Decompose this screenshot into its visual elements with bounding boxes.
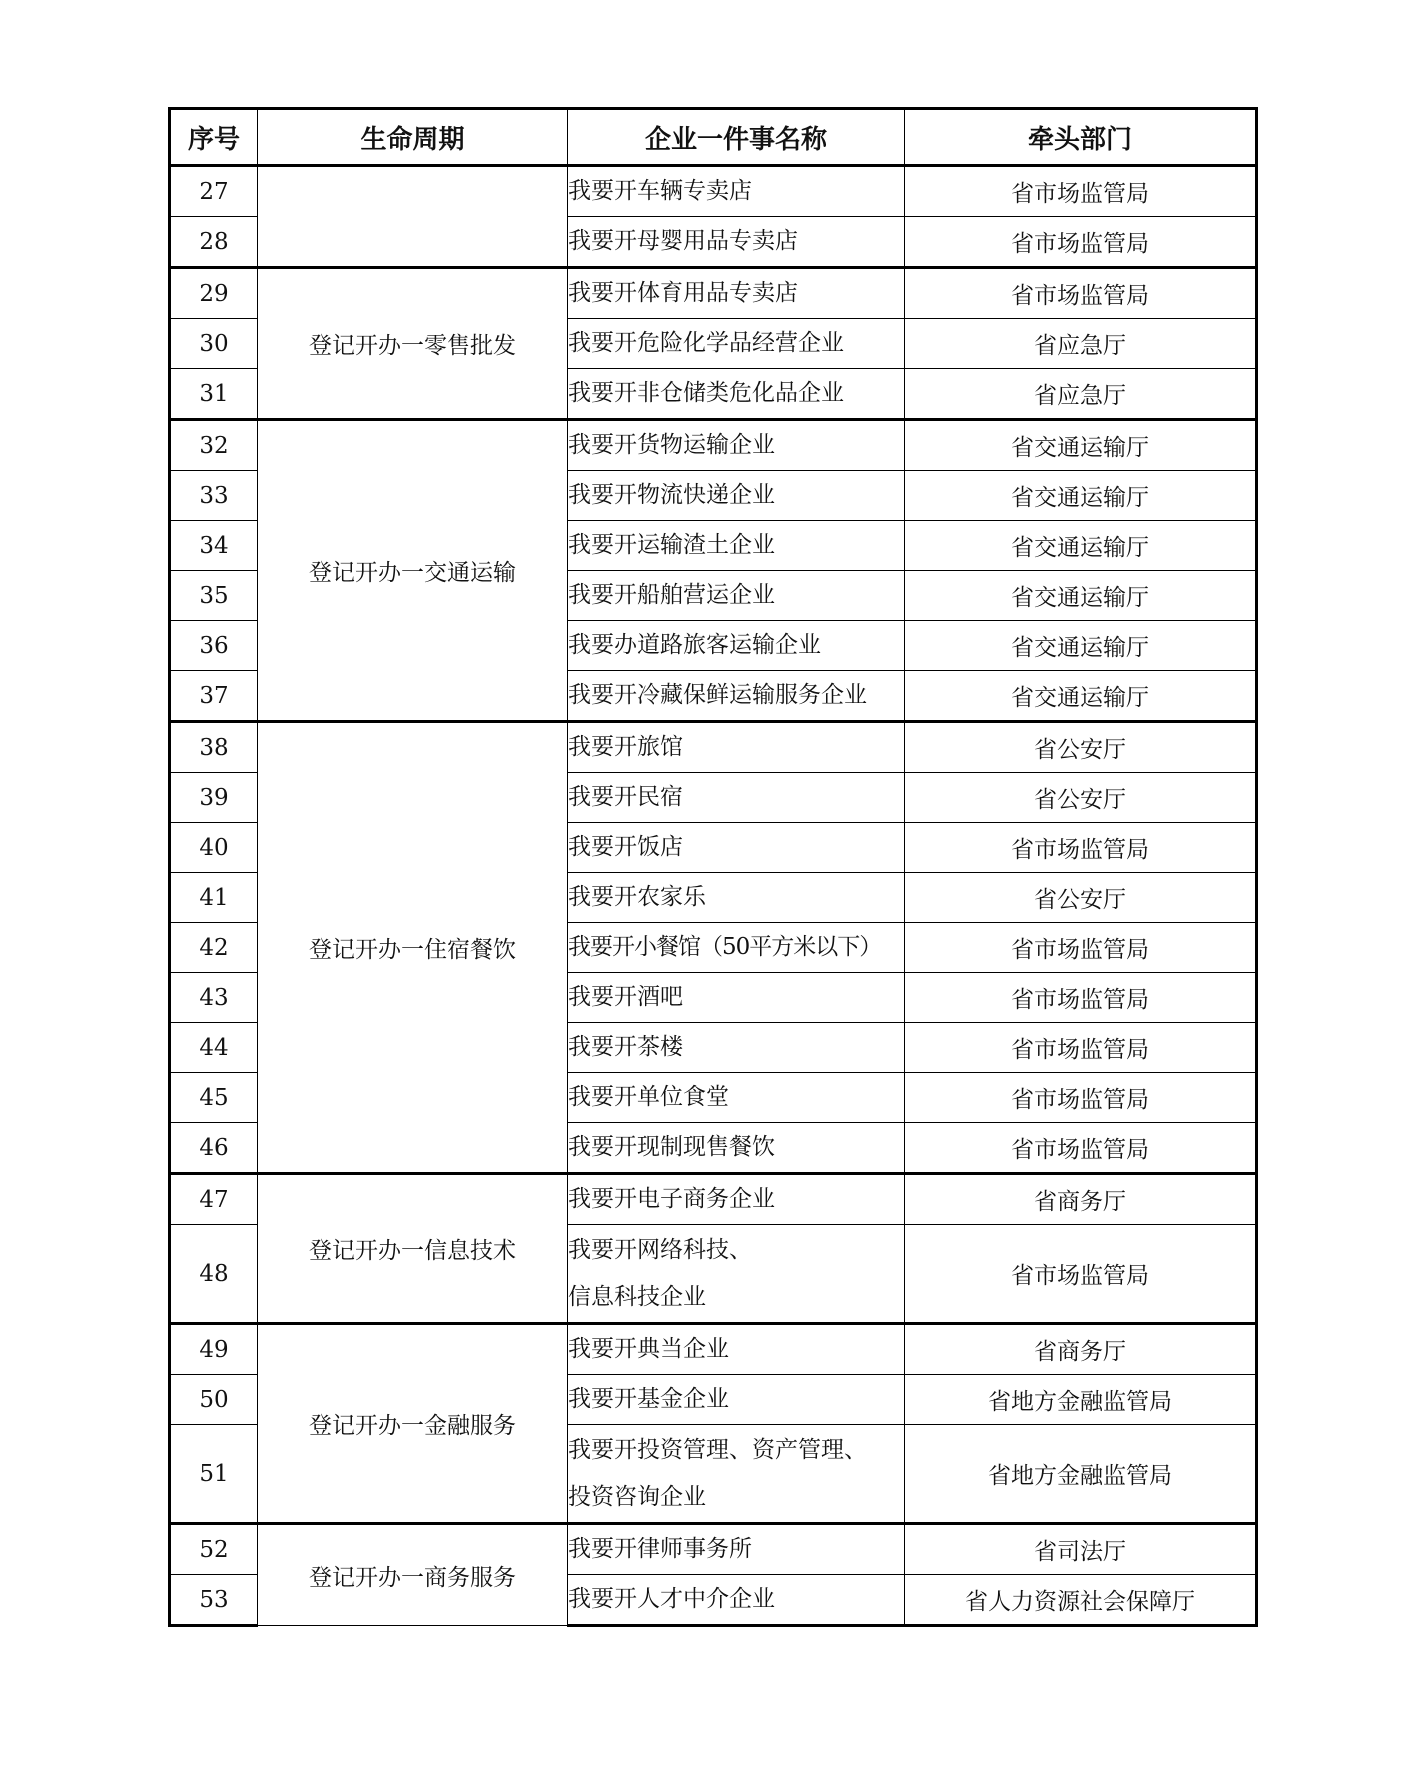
row-name: 我要开酒吧 [568,973,905,1023]
header-seq: 序号 [170,109,258,166]
row-cycle: 登记开办一信息技术 [258,1174,568,1324]
table-row [170,420,1257,471]
row-dept: 省市场监管局 [905,823,1257,873]
row-seq: 52 [170,1524,258,1575]
row-name: 我要开基金企业 [568,1375,905,1425]
row-dept: 省交通运输厅 [905,471,1257,521]
row-dept: 省交通运输厅 [905,671,1257,722]
table-row [170,1324,1257,1375]
row-name: 我要开车辆专卖店 [568,166,905,217]
row-seq: 41 [170,873,258,923]
table-row [170,268,1257,319]
header-name: 企业一件事名称 [568,109,905,166]
row-seq: 43 [170,973,258,1023]
row-dept: 省市场监管局 [905,1073,1257,1123]
row-name-line2: 信息科技企业 [568,1283,706,1310]
row-seq: 44 [170,1023,258,1073]
row-name: 我要开典当企业 [568,1324,905,1375]
row-seq: 31 [170,369,258,420]
table-row [170,166,1257,217]
row-dept: 省交通运输厅 [905,420,1257,471]
row-seq: 32 [170,420,258,471]
row-seq: 27 [170,166,258,217]
row-dept: 省公安厅 [905,722,1257,773]
row-name: 我要开冷藏保鲜运输服务企业 [568,671,905,722]
row-dept: 省交通运输厅 [905,621,1257,671]
row-name: 我要开体育用品专卖店 [568,268,905,319]
row-dept: 省市场监管局 [905,166,1257,217]
row-name: 我要开危险化学品经营企业 [568,319,905,369]
row-name: 我要开民宿 [568,773,905,823]
row-name: 我要开饭店 [568,823,905,873]
row-seq: 47 [170,1174,258,1225]
row-seq: 46 [170,1123,258,1174]
row-dept: 省市场监管局 [905,1225,1257,1324]
row-dept: 省市场监管局 [905,217,1257,268]
row-seq: 42 [170,923,258,973]
row-seq: 50 [170,1375,258,1425]
row-dept: 省商务厅 [905,1174,1257,1225]
row-name: 我要开旅馆 [568,722,905,773]
row-seq: 48 [170,1225,258,1324]
row-name: 我要开非仓储类危化品企业 [568,369,905,420]
row-seq: 35 [170,571,258,621]
row-dept: 省市场监管局 [905,923,1257,973]
row-name: 我要开物流快递企业 [568,471,905,521]
row-name: 我要办道路旅客运输企业 [568,621,905,671]
header-cycle: 生命周期 [258,109,568,166]
row-name: 我要开小餐馆（50平方米以下） [568,923,905,973]
row-dept: 省应急厅 [905,369,1257,420]
row-cycle: 登记开办一商务服务 [258,1524,568,1626]
row-dept: 省交通运输厅 [905,521,1257,571]
row-seq: 29 [170,268,258,319]
row-name: 我要开人才中介企业 [568,1575,905,1626]
row-name: 我要开现制现售餐饮 [568,1123,905,1174]
row-dept: 省应急厅 [905,319,1257,369]
row-seq: 28 [170,217,258,268]
row-dept: 省市场监管局 [905,973,1257,1023]
row-name: 我要开茶楼 [568,1023,905,1073]
row-seq: 34 [170,521,258,571]
row-name-line1: 我要开网络科技、 [568,1236,752,1263]
row-dept: 省人力资源社会保障厅 [905,1575,1257,1626]
row-seq: 30 [170,319,258,369]
row-name: 我要开运输渣土企业 [568,521,905,571]
enterprise-matters-table [168,107,1258,1627]
row-name-line2: 投资咨询企业 [568,1483,706,1510]
row-name: 我要开律师事务所 [568,1524,905,1575]
row-cycle: 登记开办一零售批发 [258,268,568,420]
row-dept: 省市场监管局 [905,1023,1257,1073]
row-name: 我要开单位食堂 [568,1073,905,1123]
row-name: 我要开农家乐 [568,873,905,923]
row-dept: 省公安厅 [905,773,1257,823]
table-row [170,1524,1257,1575]
row-seq: 38 [170,722,258,773]
row-cycle: 登记开办一住宿餐饮 [258,722,568,1174]
row-seq: 53 [170,1575,258,1626]
row-seq: 36 [170,621,258,671]
row-seq: 39 [170,773,258,823]
row-cycle: 登记开办一金融服务 [258,1324,568,1524]
row-dept: 省地方金融监管局 [905,1375,1257,1425]
row-name: 我要开电子商务企业 [568,1174,905,1225]
row-name [568,1425,905,1524]
row-cycle [258,166,568,268]
row-dept: 省司法厅 [905,1524,1257,1575]
row-dept: 省交通运输厅 [905,571,1257,621]
row-seq: 33 [170,471,258,521]
row-seq: 51 [170,1425,258,1524]
row-seq: 45 [170,1073,258,1123]
row-seq: 49 [170,1324,258,1375]
table-row [170,722,1257,773]
header-row [170,109,1257,166]
row-dept: 省市场监管局 [905,1123,1257,1174]
row-name-line1: 我要开投资管理、资产管理、 [568,1436,867,1463]
row-dept: 省地方金融监管局 [905,1425,1257,1524]
row-dept: 省商务厅 [905,1324,1257,1375]
row-name [568,1225,905,1324]
row-name: 我要开货物运输企业 [568,420,905,471]
header-dept: 牵头部门 [905,109,1257,166]
row-cycle: 登记开办一交通运输 [258,420,568,722]
table-row [170,1174,1257,1225]
row-dept: 省市场监管局 [905,268,1257,319]
row-name: 我要开母婴用品专卖店 [568,217,905,268]
row-name: 我要开船舶营运企业 [568,571,905,621]
row-seq: 37 [170,671,258,722]
row-dept: 省公安厅 [905,873,1257,923]
row-seq: 40 [170,823,258,873]
